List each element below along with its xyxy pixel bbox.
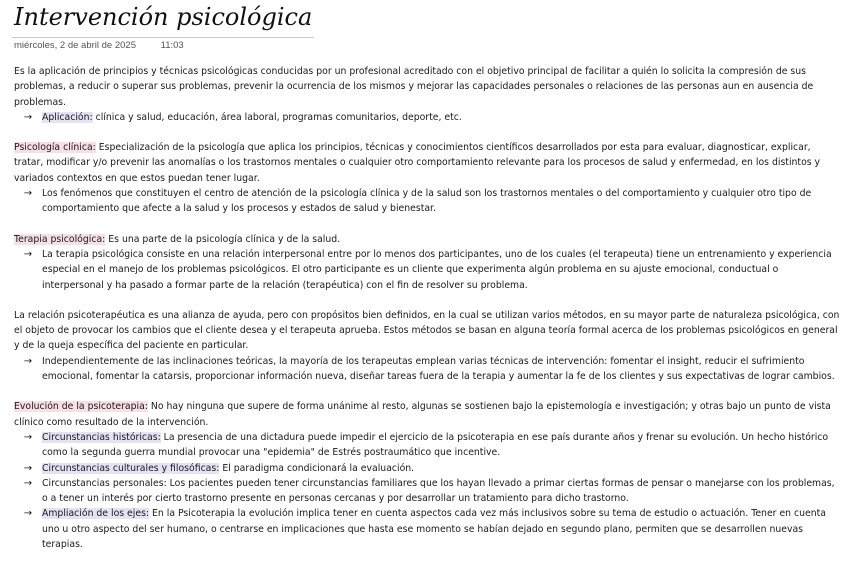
list-item	[14, 476, 840, 507]
arrow-icon: →	[23, 111, 33, 123]
page-title: Intervención psicológica	[14, 3, 313, 31]
term-aplicacion: Aplicación:	[42, 111, 93, 123]
arrow-icon: →	[23, 248, 33, 260]
evolucion-text: No hay ninguna que supere de forma unánime al resto, algunas se sostienen bajo la epistemología e investigación; y otras bajo un punto de vista clínico como resultado de la intervención.	[14, 401, 831, 428]
term-circunstancias-culturales: Circunstancias culturales y filosóficas:	[42, 462, 220, 474]
arrow-icon: →	[23, 431, 33, 443]
clinica-text: Especialización de la psicología que aplica los principios, técnicas y conocimientos científicos desarrollados por esta para evaluar, diagnosticar, explicar, tratar, modificar y/o prevenir las anomalías o los trastornos mentales o cualquier otro comportamiento relevante para los procesos de salud y enfermedad, en los distintos y variados contextos en que estos puedan tener lugar.	[14, 142, 821, 184]
arrow-icon: →	[23, 508, 33, 520]
list-item	[14, 247, 840, 293]
arrow-icon: →	[23, 188, 33, 200]
term-evolucion: Evolución de la psicoterapia:	[14, 401, 148, 413]
list-item	[14, 430, 840, 461]
term-circunstancias-historicas: Circunstancias históricas:	[42, 431, 161, 443]
list-item	[14, 354, 840, 385]
clinica-paragraph	[14, 140, 840, 186]
terapia-text: Es una parte de la psicología clínica y de la salud.	[105, 233, 341, 245]
page-date: miércoles, 2 de abril de 2025	[14, 40, 136, 51]
bullet-text: clínica y salud, educación, área laboral, programas comunitarios, deporte, etc.	[92, 111, 462, 123]
bullet-text: En la Psicoterapia la evolución implica tener en cuenta aspectos cada vez más inclusivos sobre su tema de estudio o actuación. Tener en cuenta uno u otro aspecto del ser humano, o centrarse en implicaciones que hasta ese momento se habían dejado en segundo plano, permiten que se desarrollen nuevas terapias.	[42, 508, 826, 551]
term-ampliacion-ejes: Ampliación de los ejes:	[42, 508, 150, 520]
page-time: 11:03	[160, 40, 184, 51]
bullet-text: El paradigma condicionará la evaluación.	[219, 462, 415, 474]
term-terapia-psicologica: Terapia psicológica:	[14, 233, 106, 245]
note-body[interactable]	[14, 64, 840, 552]
term-psicologia-clinica: Psicología clínica:	[14, 142, 96, 154]
bullet-text: La presencia de una dictadura puede impedir el ejercicio de la psicoterapia en ese país durante años y frenar su evolución. Un hecho histórico como la segunda guerra mundial provocar una "epidemia" de Estrés postraumático que incentive.	[42, 431, 829, 459]
relacion-paragraph: La relación psicoterapéutica es una alianza de ayuda, pero con propósitos bien definidos, en la cual se utilizan varios métodos, en su mayor parte de naturaleza psicológica, con el objeto de provocar los cambios que el cliente desea y el terapeuta aprueba. Estos métodos se basan en alguna teoría formal acerca de los problemas psicológicos en general y de la queja específica del paciente en particular.	[14, 309, 840, 352]
title-divider	[12, 37, 314, 38]
list-item	[14, 506, 840, 552]
terapia-paragraph	[14, 232, 840, 247]
list-item	[14, 110, 840, 125]
arrow-icon: →	[23, 462, 33, 474]
evolucion-paragraph	[14, 399, 840, 430]
page-timestamp	[14, 40, 184, 51]
bullet-text: La terapia psicológica consiste en una relación interpersonal entre por lo menos dos participantes, uno de los cuales (el terapeuta) tiene un entrenamiento y experiencia especial en el manejo de los problemas psicológicos. El otro participante es un cliente que experimenta algún problema en su ajuste emocional, conductual o interpersonal y ha pasado a formar parte de la relación (terapéutica) con el fin de resolver su problema.	[42, 248, 832, 291]
bullet-text: Independientemente de las inclinaciones teóricas, la mayoría de los terapeutas emplean varias técnicas de intervención: fomentar el insight, reducir el sufrimiento emocional, fomentar la catarsis, proporcionar información nueva, diseñar tareas fuera de la terapia y aumentar la fe de los clientes y sus expectativas de lograr cambios.	[42, 355, 835, 383]
list-item	[14, 461, 840, 476]
bullet-text: Los fenómenos que constituyen el centro de atención de la psicología clínica y de la salud son los trastornos mentales o del comportamiento y cualquier otro tipo de comportamiento que afecte a la salud y los procesos y estados de salud y bienestar.	[42, 188, 812, 215]
intro-paragraph: Es la aplicación de principios y técnicas psicológicas conducidas por un profesional acreditado con el objetivo principal de facilitar a quién lo solicita la compresión de sus problemas, a reducir o superar sus problemas, prevenir la ocurrencia de los mismos y mejorar las capacidades personales o relaciones de las personas aun en ausencia de problemas.	[14, 66, 814, 108]
arrow-icon: →	[23, 477, 33, 489]
list-item	[14, 186, 840, 217]
bullet-text: Circunstancias personales: Los pacientes pueden tener circunstancias familiares que los hayan llevado a primar ciertas formas de pensar o manejarse con los problemas, o a tener un interés por cierto trastorno presente en personas cercanas y por desarrollar un tratamiento para dicho trastorno.	[42, 477, 835, 505]
arrow-icon: →	[23, 355, 33, 367]
